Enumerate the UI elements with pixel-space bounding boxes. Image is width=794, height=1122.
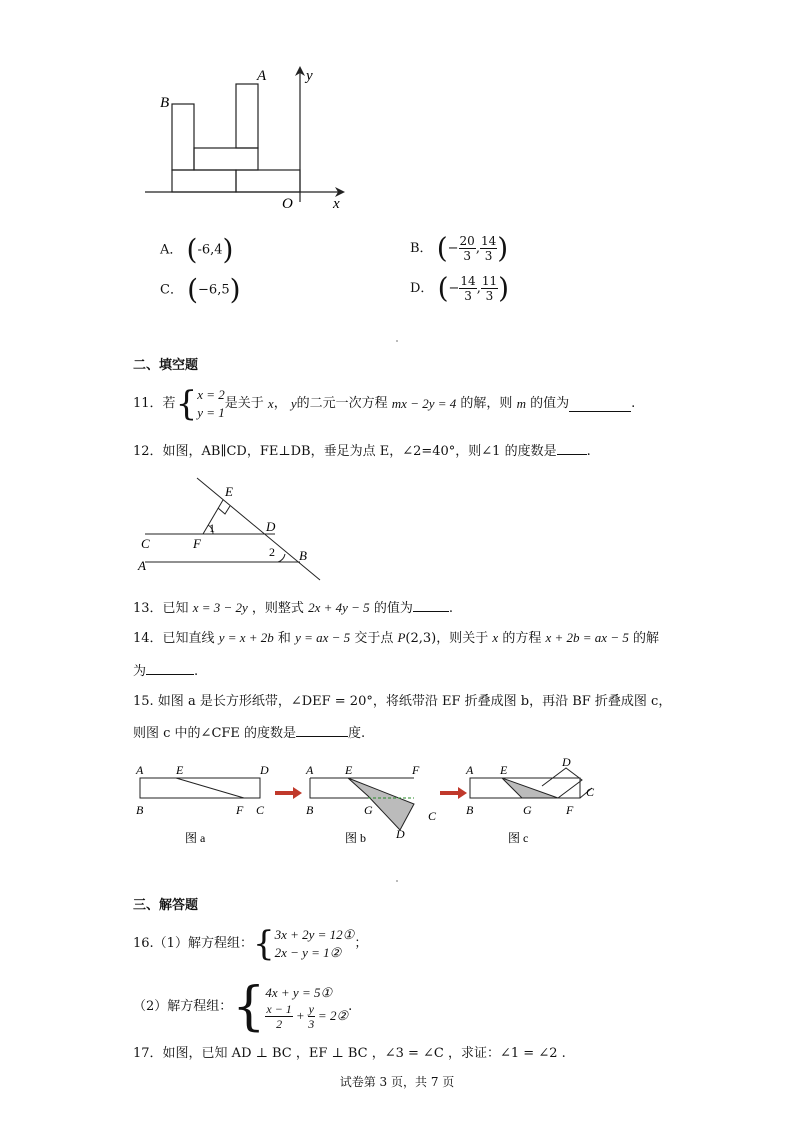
rect-middle xyxy=(194,148,258,170)
page-footer: 试卷第 3 页，共 7 页 xyxy=(339,1075,455,1089)
svg-text:E: E xyxy=(176,763,184,777)
svg-text:D: D xyxy=(396,827,405,841)
answer-blank[interactable] xyxy=(413,597,449,612)
option-c[interactable]: C． (−6,5) xyxy=(160,273,241,306)
svg-text:B: B xyxy=(306,803,314,817)
rect-bottom-right xyxy=(236,170,300,192)
svg-text:A: A xyxy=(136,763,144,777)
section-title: 二、填空题 xyxy=(133,358,199,373)
rect-bottom-left xyxy=(172,170,236,192)
svg-text:图 a: 图 a xyxy=(185,831,206,845)
svg-text:G: G xyxy=(523,803,532,817)
fraction: $\frac{14}{3}$ xyxy=(460,274,476,303)
answer-blank[interactable] xyxy=(146,660,194,675)
angle-2-arc xyxy=(278,554,285,562)
svg-text:F: F xyxy=(236,803,244,817)
question-16-part2: （2）解方程组： { 4x + y = 5① $\frac{x - 1}{2}$ + $\frac{y}{3}$ = 2② . xyxy=(133,977,353,1037)
svg-text:图 c: 图 c xyxy=(508,831,529,845)
svg-text:D: D xyxy=(266,519,276,534)
svg-text:D: D xyxy=(260,763,269,777)
svg-text:2: 2 xyxy=(269,545,275,559)
option-letter: B． xyxy=(410,241,433,256)
label-x: x xyxy=(333,196,340,212)
question-13: 13．已知 x = 3 − 2y ，则整式 2x + 4y − 5 的值为 . xyxy=(133,597,453,619)
question-12: 12．如图，AB∥CD，FE⊥DB，垂足为点 E，∠2=40°，则∠1 的度数是 . xyxy=(133,440,591,462)
question-11: 11． 若 { x = 2 y = 1 是关于 x ， y 的二元一次方程 mx − 2y = 4 的解，则 m 的值为 . xyxy=(133,384,636,424)
svg-text:A: A xyxy=(466,763,474,777)
fraction: $\frac{20}{3}$ xyxy=(459,234,475,263)
label-o: O xyxy=(282,196,293,212)
fraction: $\frac{11}{3}$ xyxy=(481,274,498,303)
question-15: 15. 如图 a 是长方形纸带，∠DEF = 20°，将纸带沿 EF 折叠成图 b，再沿 BF 折叠成图 c， xyxy=(133,694,672,709)
option-value: −6,5 xyxy=(198,282,230,298)
figure-c xyxy=(470,768,592,798)
svg-text:C: C xyxy=(586,785,595,799)
option-a[interactable]: A． (-6,4) xyxy=(160,233,234,266)
equation-system: x = 2 y = 1 xyxy=(197,387,225,420)
svg-text:图 b: 图 b xyxy=(345,831,367,845)
svg-text:D: D xyxy=(562,756,571,769)
svg-text:C: C xyxy=(141,536,150,551)
arrow-right-icon xyxy=(275,787,302,799)
svg-text:B: B xyxy=(466,803,474,817)
option-b[interactable]: B． (− $\frac{20}{3}$ , $\frac{14}{3}$ ) xyxy=(410,231,509,265)
svg-text:B: B xyxy=(299,548,307,563)
question-17: 17．如图，已知 AD ⊥ BC ，EF ⊥ BC ，∠3 = ∠C ，求证：∠1 = ∠2 . xyxy=(133,1046,566,1061)
equation-system: 4x + y = 5① $\frac{x - 1}{2}$ + $\frac{y}{3}$ = 2② xyxy=(265,984,349,1031)
folding-strip-figure xyxy=(130,756,620,856)
svg-text:A: A xyxy=(306,763,314,777)
divider-dot xyxy=(396,340,398,342)
divider-dot xyxy=(396,880,398,882)
svg-text:A: A xyxy=(138,558,146,573)
fraction: $\frac{14}{3}$ xyxy=(480,234,497,263)
answer-blank[interactable] xyxy=(557,440,587,455)
svg-text:F: F xyxy=(193,536,201,551)
svg-text:E: E xyxy=(225,484,233,499)
section-title: 三、解答题 xyxy=(133,898,199,913)
svg-text:F: F xyxy=(412,763,420,777)
svg-text:C: C xyxy=(428,809,437,823)
svg-text:F: F xyxy=(566,803,574,817)
svg-text:G: G xyxy=(364,803,373,817)
answer-blank[interactable] xyxy=(569,397,631,412)
rect-a xyxy=(236,84,258,148)
option-value: -6,4 xyxy=(197,242,223,258)
question-14-line2: 为 . xyxy=(133,660,198,682)
label-b: B xyxy=(160,95,170,111)
option-d[interactable]: D． (− $\frac{14}{3}$ , $\frac{11}{3}$ ) xyxy=(410,271,510,305)
rect-b xyxy=(172,104,194,170)
parallel-lines-figure xyxy=(135,474,335,584)
question-16-part1: 16.（1）解方程组： { 3x + 2y = 12① 2x − y = 1② ； xyxy=(133,924,368,964)
arrow-right-icon xyxy=(440,787,467,799)
coordinate-figure xyxy=(140,62,360,212)
label-a: A xyxy=(257,68,267,84)
option-letter: C． xyxy=(160,282,183,298)
label-y: y xyxy=(306,68,313,84)
svg-text:E: E xyxy=(500,763,508,777)
question-14: 14．已知直线 y = x + 2b 和 y = ax − 5 交于点 P(2,3)，则关于 x 的方程 x + 2b = ax − 5 的解 xyxy=(133,630,659,646)
svg-text:E: E xyxy=(345,763,353,777)
option-letter: A． xyxy=(160,242,183,258)
svg-text:B: B xyxy=(136,803,144,817)
svg-text:1: 1 xyxy=(209,521,215,535)
question-15-line2: 则图 c 中的∠CFE 的度数是 度. xyxy=(133,722,365,744)
option-letter: D． xyxy=(410,281,434,296)
right-angle-mark xyxy=(218,506,230,514)
line-transversal xyxy=(197,478,320,580)
figure-b xyxy=(310,778,414,830)
svg-text:C: C xyxy=(256,803,265,817)
answer-blank[interactable] xyxy=(296,722,348,737)
equation-system: 3x + 2y = 12① 2x − y = 1② xyxy=(274,927,355,960)
figure-a xyxy=(140,778,260,798)
